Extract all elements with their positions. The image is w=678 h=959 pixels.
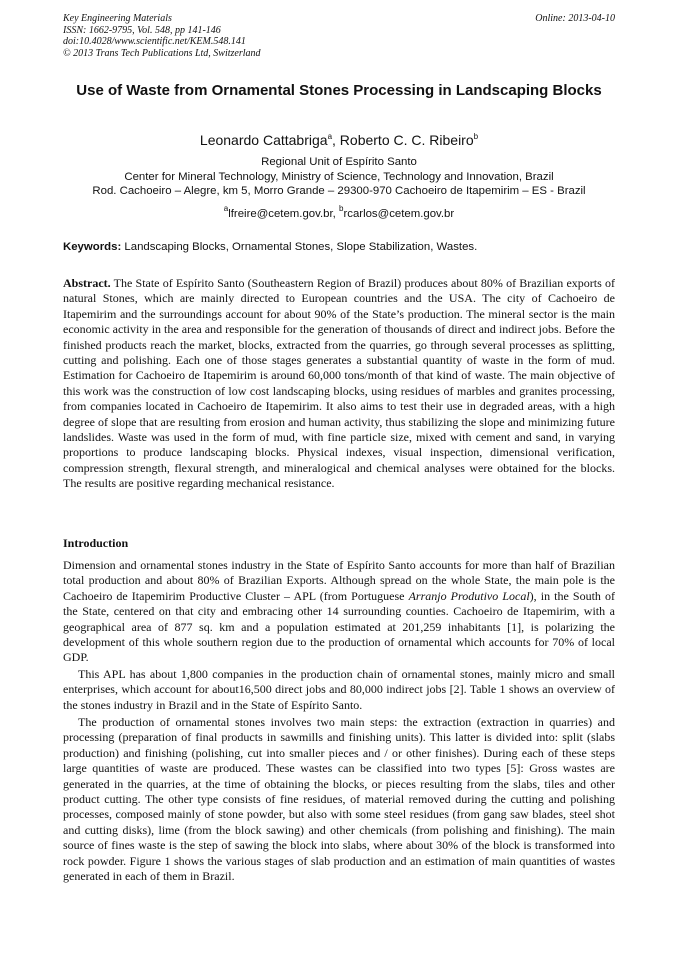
affiliation-line: Center for Mineral Technology, Ministry of Science, Technology and Innovation, Brazil xyxy=(124,170,554,183)
paragraph-text: Dimension and ornamental stones industry in the State of Espírito Santo accounts for more than half of Brazilian total production and about 80% of Brazilian Exports. Although spread on the whole State, the main pole is the Cachoeiro de Itapemirim Productive Cluster – APL (from Portuguese xyxy=(63,558,615,603)
affiliation-block xyxy=(63,155,615,199)
body-paragraph: The production of ornamental stones involves two main steps: the extraction (extraction in quarries) and processing (preparation of final products in sawmills and finishing units). This latter is divided into: split (slabs production) and finishing (polishing, cut into smaller pieces and / or other finishes). During each of these steps large quantities of waste are produced. These wastes can be classified into two types [5]: Gross wastes are generated in the quarries, at the time of obtaining the blocks, or pieces resulting from the slabs, tiles and other product cutting. The other type consists of fine residues, of material removed during the cutting and polishing processes, composed mainly of stone powder, but also with some steel residues (from gang saw blades, steel shot and cutting disks), lime (from the block sawing) and other chemicals (from polishing and finishing). The main source of fines waste is the step of sawing the block into slabs, where about 30% of the block is transformed into rock powder. Figure 1 shows the various stages of slab production and an estimation of main quantities of wastes generated in each of them in Brazil. xyxy=(63,715,615,884)
journal-header xyxy=(63,13,615,59)
author-list xyxy=(63,132,615,149)
email-link[interactable]: lfreire@cetem.gov.br xyxy=(228,208,333,220)
email-marker: a xyxy=(223,204,229,213)
journal-name: Key Engineering Materials xyxy=(63,13,172,24)
issn-line: ISSN: 1662-9795, Vol. 548, pp 141-146 xyxy=(63,24,221,36)
paragraph-italic-text: Arranjo Produtivo Local xyxy=(408,588,530,603)
keywords-line xyxy=(63,240,615,254)
abstract-label: Abstract. xyxy=(63,276,111,290)
affiliation-marker: b xyxy=(473,132,479,141)
keywords-text: Landscaping Blocks, Ornamental Stones, Slope Stabilization, Wastes. xyxy=(121,241,478,253)
paper-title: Use of Waste from Ornamental Stones Processing in Landscaping Blocks xyxy=(76,82,602,99)
email-marker: b xyxy=(339,204,344,213)
author-name: Roberto C. C. Ribeiro xyxy=(339,132,474,148)
author-name: Leonardo Cattabriga xyxy=(199,132,328,148)
copyright-line: © 2013 Trans Tech Publications Ltd, Switzerland xyxy=(63,47,261,59)
online-date: Online: 2013-04-10 xyxy=(535,13,615,24)
keywords-label: Keywords: xyxy=(63,241,122,253)
body-paragraph xyxy=(63,558,615,666)
section-heading: Introduction xyxy=(63,536,129,550)
affiliation-line: Regional Unit of Espírito Santo xyxy=(261,156,417,168)
affiliation-marker: a xyxy=(327,132,333,141)
email-separator: , xyxy=(332,208,339,220)
author-separator: , xyxy=(332,132,340,148)
email-link[interactable]: rcarlos@cetem.gov.br xyxy=(343,208,455,220)
doi-line: doi:10.4028/www.scientific.net/KEM.548.141 xyxy=(63,36,246,47)
email-line xyxy=(63,204,615,221)
affiliation-line: Rod. Cachoeiro – Alegre, km 5, Morro Grande – 29300-970 Cachoeiro de Itapemirim – ES - Brazil xyxy=(92,185,586,198)
body-paragraph: This APL has about 1,800 companies in the production chain of ornamental stones, mainly micro and small enterprises, which account for about16,500 direct jobs and 80,000 indirect jobs [2]. Table 1 shows an overview of the stones industry in Brazil and in the State of Espírito Santo. xyxy=(63,667,615,712)
abstract-text: The State of Espírito Santo (Southeastern Region of Brazil) produces about 80% of Brazilian exports of natural Stones, which are mainly directed to European countries and the USA. The city of Cachoeiro de Itapemirim and the surroundings account for about 90% of the State’s production. The mineral sector is the main economic activity in the area and responsible for the generation of thousands of direct and indirect jobs. Before the finished products reach the market, blocks, extracted from the quarries, go through several processes as splitting, cutting and polishing. Each one of those stages generates a substantial quantity of waste in the form of mud. Estimation for Cachoeiro de Itapemirim is around 60,000 tons/month of that kind of waste. The main objective of this work was the construction of low cost landscaping blocks, using residues of marbles and granites processing, from companies located in Cachoeiro de Itapemirim. It also aims to test their use in degraded areas, with a high degree of slope that are resulting from erosion and human activity, thus stabilizing the slope and minimizing future landslides. Waste was used in the form of mud, with fine particle size, mixed with cement and sand, in varying proportions to produce landscaping blocks. Physical indexes, visual inspection, dimensional verification, compression strength, flexural strength, and mineralogical and chemical analyses were obtained for the blocks. The results are positive regarding mechanical resistance. xyxy=(63,276,615,491)
paragraph-text: ), in the South of the State, centered on that city and embracing other 14 surrounding counties. Cachoeiro de Itapemirim, with a geographical area of 877 sq. km and a population estimated at 201,259 inhabitants [1], is polarizing the development of this whole southern region due to the production of ornamental which accounts for 70% of local GDP. xyxy=(63,588,615,665)
abstract-paragraph xyxy=(63,276,615,492)
